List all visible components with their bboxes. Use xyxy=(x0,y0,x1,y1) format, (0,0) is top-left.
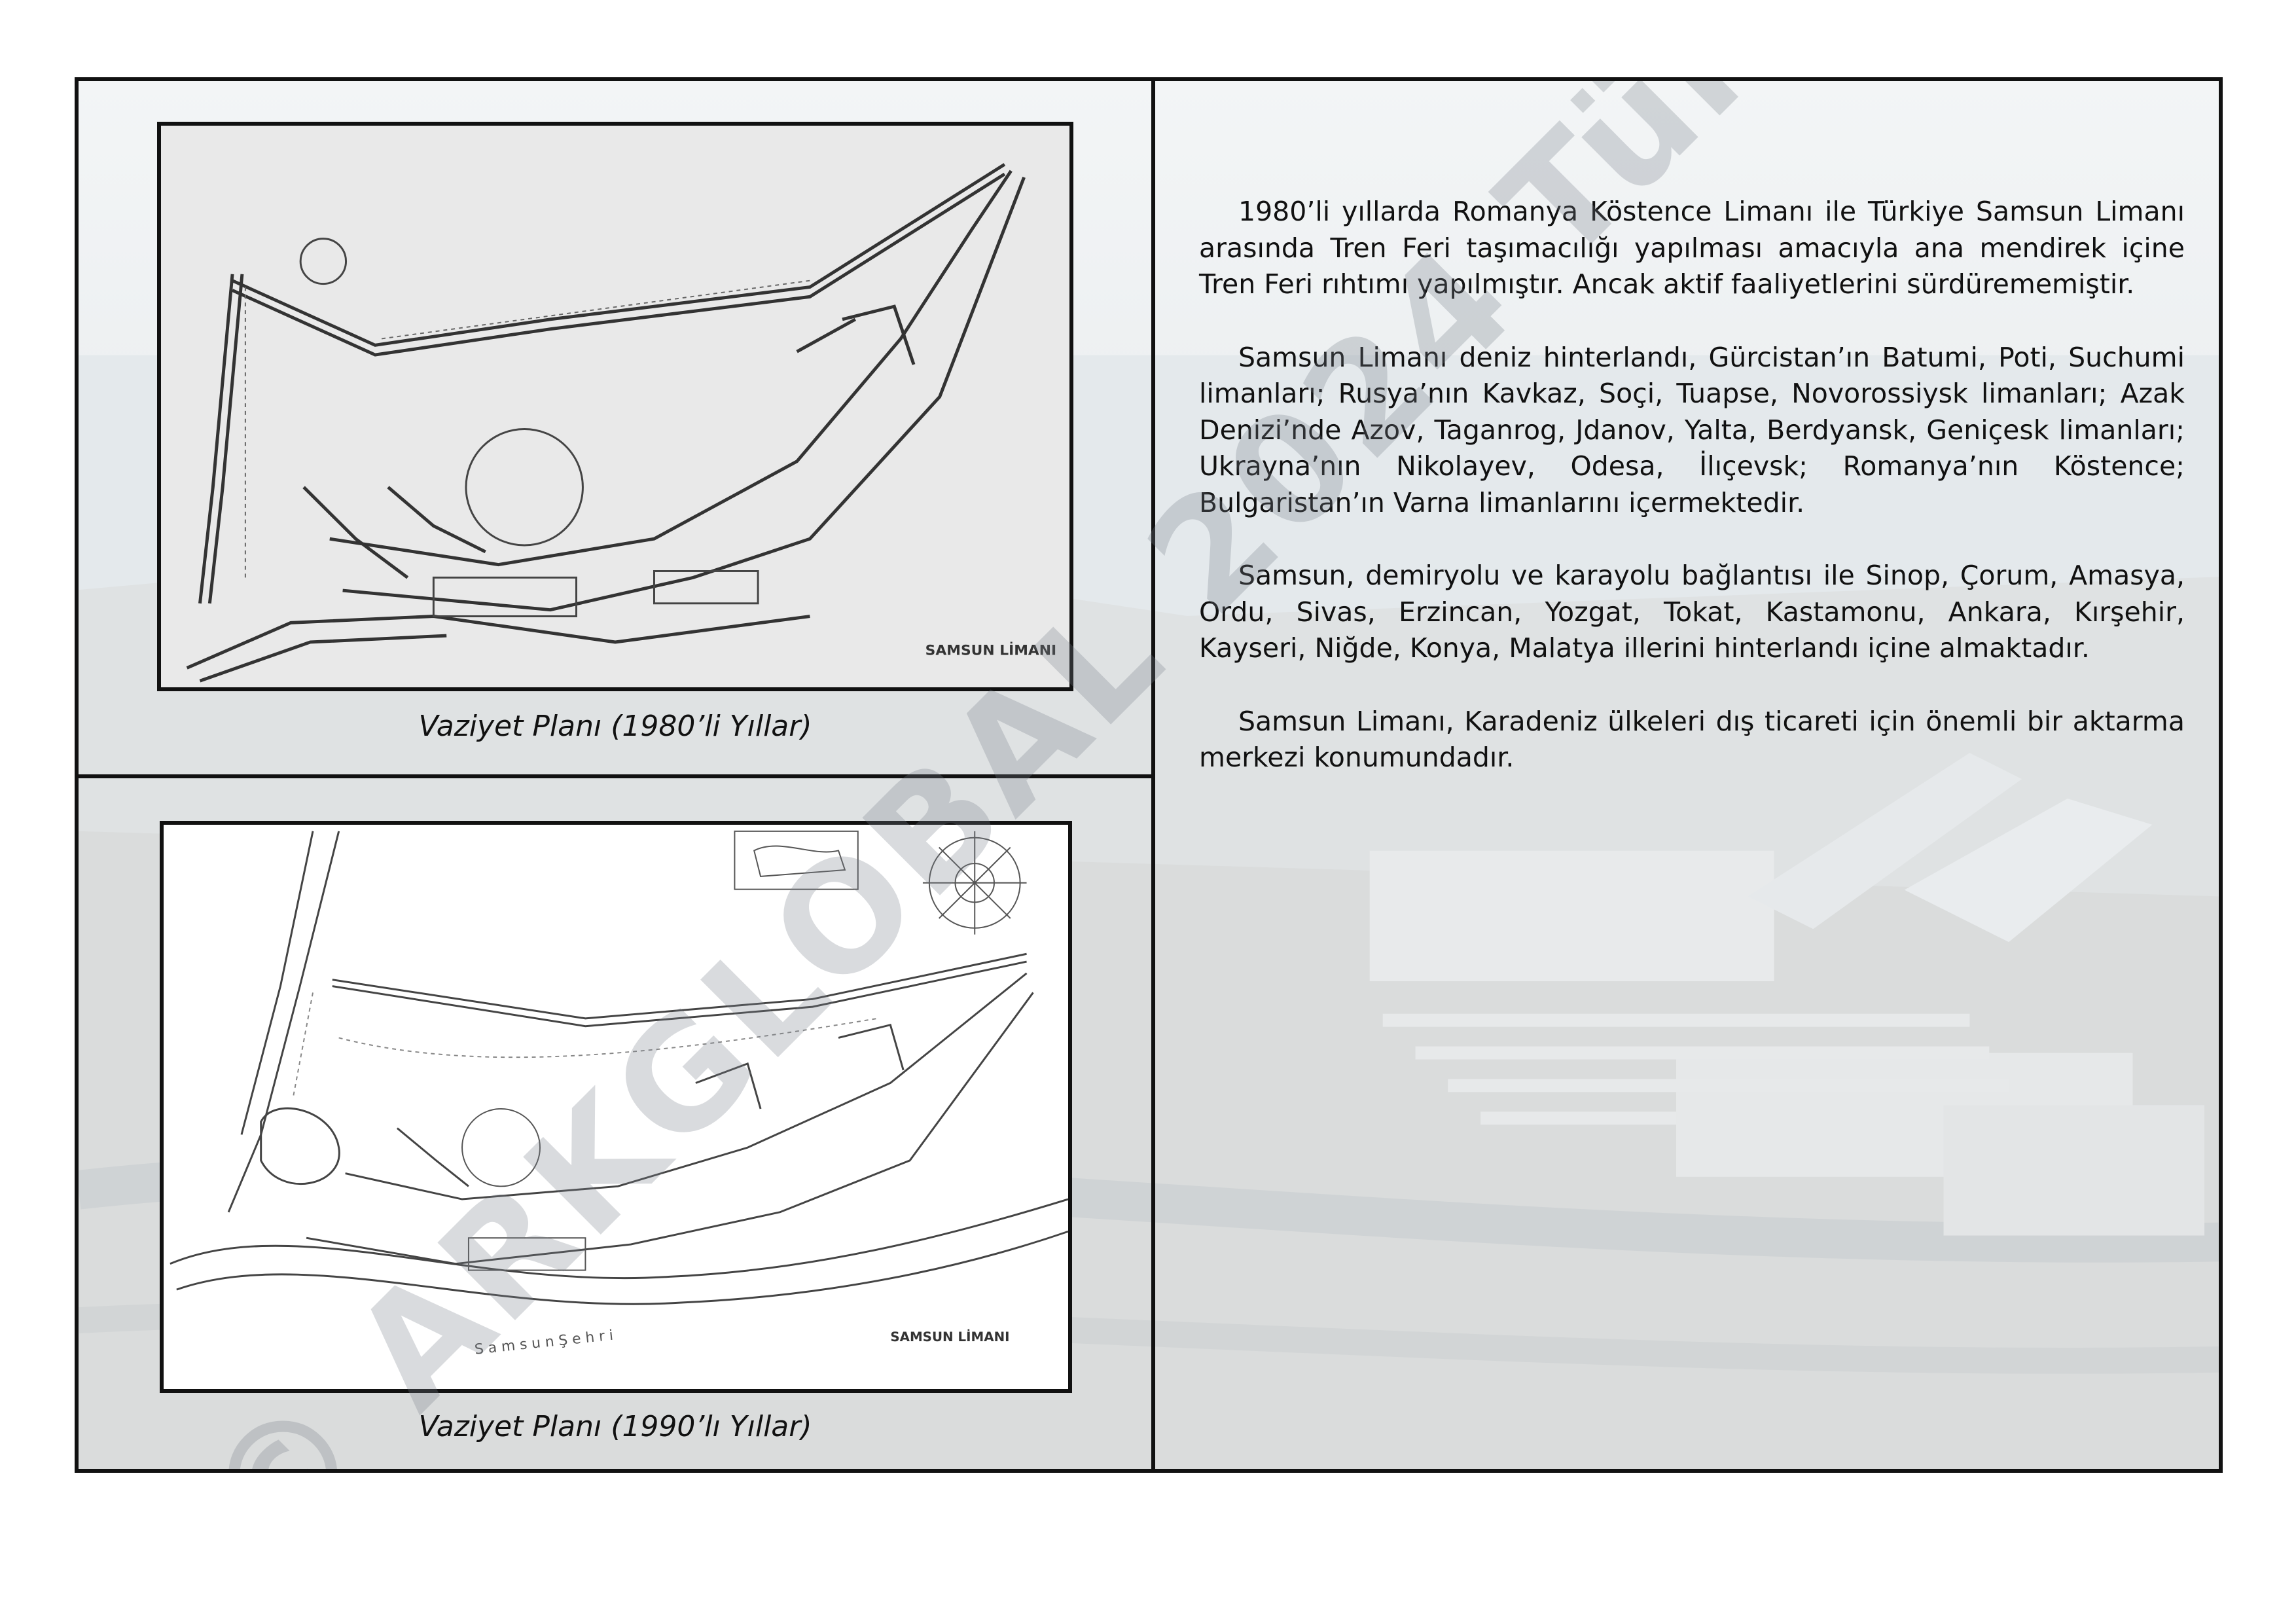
map-label-1980: SAMSUN LİMANI xyxy=(925,642,1057,659)
paragraph-transfer-center: Samsun Limanı, Karadeniz ülkeleri dış ticareti için önemli bir aktarma merkezi konumundadır. xyxy=(1199,705,2185,773)
site-plan-1980-drawing xyxy=(161,126,1069,687)
paragraph-land-hinterland: Samsun, demiryolu ve karayolu bağlantısı ile Sinop, Çorum, Amasya, Ordu, Sivas, Erzincan, Yozgat, Tokat, Kastamonu, Ankara, Kırşehir, Kayseri, Niğde, Konya, Malatya illerini hinterlandı içine almaktadır. xyxy=(1199,560,2185,664)
site-plan-1980-caption: Vaziyet Planı (1980’li Yıllar) xyxy=(418,710,812,743)
page-frame xyxy=(75,77,2223,1473)
paragraph-train-ferry: 1980’li yıllarda Romanya Köstence Limanı ile Türkiye Samsun Limanı arasında Tren Feri taşımacılığı yapılması amacıyla ana mendirek içine Tren Feri rıhtımı yapılmıştır. Ancak aktif faaliyetlerini sürdürememiştir. xyxy=(1199,196,2185,300)
city-label-1990: S a m s u n Ş e h r i xyxy=(473,1327,615,1358)
paragraph-sea-hinterland: Samsun Limanı deniz hinterlandı, Gürcistan’ın Batumi, Poti, Suchumi limanları; Rusya’nın Kavkaz, Soçi, Tuapse, Novorossiysk limanları; Azak Denizi’nde Azov, Taganrog, Jdanov, Yalta, Berdyansk, Geniçesk limanları; Ukrayna’nın Nikolayev, Odesa, İlıçevsk; Romanya’nın Köstence; Bulgaristan’ın Varna limanlarını içermektedir. xyxy=(1199,341,2185,518)
site-plan-1980-map xyxy=(157,122,1073,691)
copyright-watermark: ARKGLOBAL 2024 Tüm xyxy=(321,77,1851,1442)
site-plan-1990-caption: Vaziyet Planı (1990’lı Yıllar) xyxy=(418,1410,812,1443)
map-label-1990: SAMSUN LİMANI xyxy=(890,1329,1010,1345)
